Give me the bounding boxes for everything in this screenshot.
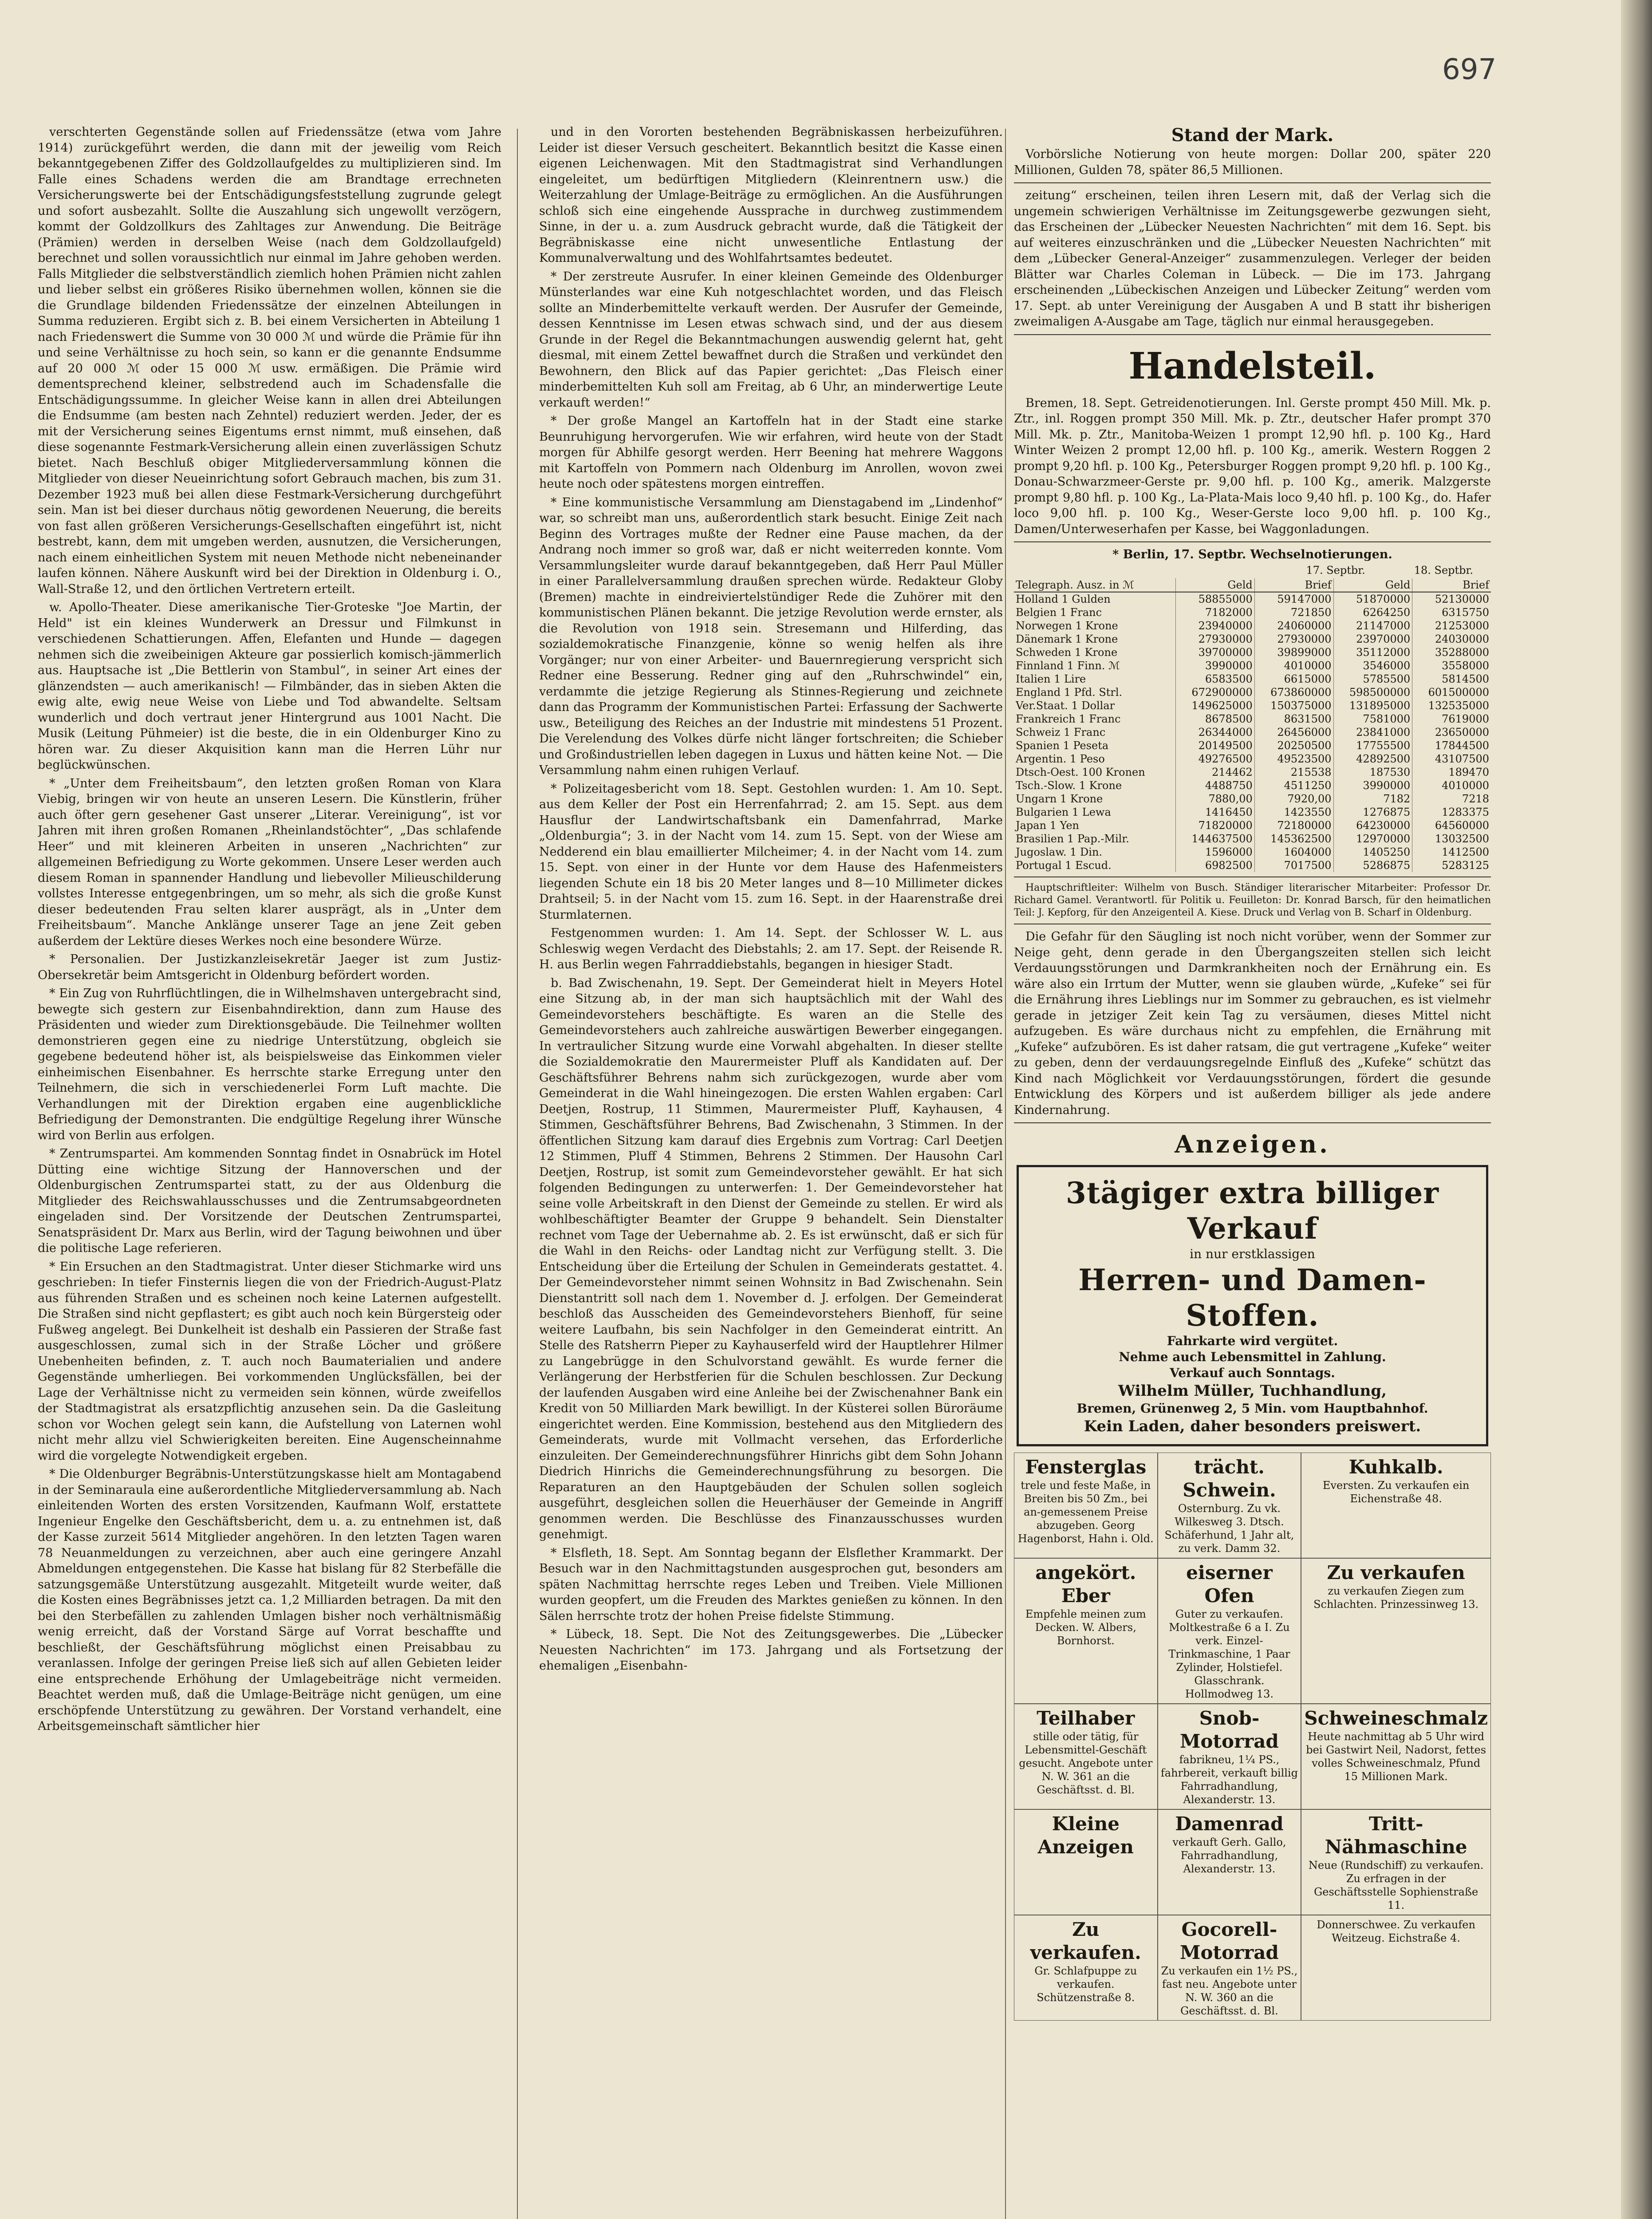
table-cell: 8678500 — [1175, 712, 1254, 726]
table-cell: 5785500 — [1333, 672, 1412, 686]
column-header: Telegraph. Ausz. in ℳ — [1014, 578, 1175, 592]
table-cell: 35288000 — [1412, 646, 1491, 659]
table-cell: Schweden 1 Krone — [1016, 646, 1118, 659]
table-cell: 43107500 — [1412, 752, 1491, 766]
table-cell: 27930000 — [1175, 632, 1254, 646]
table-cell: 39899000 — [1254, 646, 1333, 659]
table-cell: 23650000 — [1412, 726, 1491, 739]
table-cell: 132535000 — [1412, 699, 1491, 712]
classified-ad-text: Guter zu verkaufen. Moltkestraße 6 a I. Zu verk. Einzel-Trinkmaschine, 1 Paar Zylinder, Holstiefel. Glasschrank. Hollmodweg 13. — [1168, 1608, 1290, 1700]
classified-ad — [1158, 1809, 1301, 1915]
table-cell: 5814500 — [1412, 672, 1491, 686]
table-cell: 26344000 — [1175, 726, 1254, 739]
table-cell: 149625000 — [1175, 699, 1254, 712]
table-cell: 7017500 — [1254, 859, 1333, 872]
classified-ad-headline: Kleine Anzeigen — [1037, 1813, 1134, 1858]
classified-ad — [1158, 1704, 1301, 1809]
classified-ad-headline: eiserner Ofen — [1186, 1562, 1273, 1607]
table-cell: Ungarn 1 Krone — [1016, 793, 1103, 805]
classified-ad-headline: Zu verkaufen — [1327, 1562, 1465, 1583]
classified-ad-headline: Schweineschmalz — [1304, 1707, 1488, 1729]
table-cell: 17844500 — [1412, 739, 1491, 752]
classified-ad-headline: Tritt-Nähmaschine — [1325, 1813, 1467, 1858]
table-cell: 17755500 — [1333, 739, 1412, 752]
table-cell: Jugoslaw. 1 Din. — [1016, 846, 1103, 858]
table-cell: 27930000 — [1254, 632, 1333, 646]
classified-ad — [1301, 1558, 1491, 1704]
table-cell: 4511250 — [1254, 779, 1333, 792]
classified-ad-headline: angekört. Eber — [1035, 1562, 1136, 1607]
classified-ad-headline: Fensterglas — [1025, 1456, 1147, 1478]
table-cell: 5283125 — [1412, 859, 1491, 872]
table-cell: 1276875 — [1333, 805, 1412, 819]
table-cell: 1604000 — [1254, 845, 1333, 859]
date-label: 17. Septbr. — [1306, 564, 1365, 576]
table-row — [1014, 726, 1491, 739]
table-cell: 131895000 — [1333, 699, 1412, 712]
ad-address: Bremen, Grünenweg 2, 5 Min. vom Hauptbahnhof. — [1076, 1401, 1428, 1416]
table-row — [1014, 859, 1491, 872]
classified-ad-headline: Gocorell-Motorrad — [1180, 1919, 1279, 1963]
classified-ad — [1301, 1704, 1491, 1809]
table-body — [1014, 592, 1491, 872]
table-cell: Holland 1 Gulden — [1016, 593, 1111, 605]
classified-ad-text: Osternburg. Zu vk. Wilkesweg 3. Dtsch. Schäferhund, 1 Jahr alt, zu verk. Damm 32. — [1164, 1502, 1294, 1555]
table-cell: 1405250 — [1333, 845, 1412, 859]
table-cell: Brasilien 1 Pap.-Milr. — [1016, 833, 1129, 845]
classified-ad-headline: Teilhaber — [1037, 1707, 1135, 1729]
table-cell: Schweiz 1 Franc — [1016, 726, 1106, 738]
table-cell: 215538 — [1254, 766, 1333, 779]
table-cell: 64230000 — [1333, 819, 1412, 832]
table-row — [1014, 766, 1491, 779]
article-paragraph: * Elsfleth, 18. Sept. Am Sonntag begann der Elsflether Krammarkt. Der Besuch war in den Nachmittagstunden ausgesprochen gut, besonders am späten Nachmittag herrschte reges Leben und Treiben. Viele Millionen wurden geopfert, um die Freuden des Marktes genießen zu können. In den Sälen herrschte trotz der hohen Preise fidelste Stimmung. — [539, 1546, 1003, 1623]
article-paragraph: * Personalien. Der Justizkanzleisekretär Jaeger ist zum Justiz-Obersekretär beim Amtsgericht in Oldenburg befördert worden. — [38, 952, 501, 982]
table-cell: Dänemark 1 Krone — [1016, 633, 1118, 645]
table-header-row — [1014, 578, 1491, 592]
article-paragraph: und in den Vororten bestehenden Begräbniskassen herbeizuführen. Leider ist dieser Versuch gescheitert. Bekanntlich besitzt die Kasse einen eigenen Leichenwagen. Mit den Stadtmagistrat sind Verhandlungen eingeleitet, um bedürftigen Mitgliedern (Kleinrentnern usw.) die Weiterzahlung der Umlage-Beiträge zu ermöglichen. An die Ausführungen schloß sich eine eingehende Aussprache in durchweg zustimmendem Sinne, in der u. a. zum Ausdruck gebracht wurde, daß die Tätigkeit der Begräbniskasse eine nicht unwesentliche Entlastung der Kommunalverwaltung und des Wohlfahrtsamtes bedeutet. — [539, 125, 1003, 265]
table-cell: 1412500 — [1412, 845, 1491, 859]
table-cell: 189470 — [1412, 766, 1491, 779]
divider — [1014, 182, 1491, 183]
advert-text: Die Gefahr für den Säugling ist noch nicht vorüber, wenn der Sommer zur Neige geht, denn gerade in den Übergangszeiten stellen sich leicht Verdauungsstörungen und Darmkrankheiten noch der Ernährung ein. Es wäre also ein Irrtum der Mutter, wenn sie glauben würde, „Kufeke“ sei für die Ernährung ihres Lieblings nur im Sommer zu gebrauchen, es ist vielmehr gerade in jetziger Zeit kein Tag zu versäumen, dieses Mittel nicht aufzugeben. Es wäre durchaus nicht zu empfehlen, die Ernährung mit „Kufeke“ aufzubören. Es ist daher ratsam, die gut vertragene „Kufeke“ weiter zu geben, denn der verdauungsregelnde Einfluß des „Kufeke“ schützt das Kind nach Möglichkeit vor Verdauungsstörungen, fördert die gesunde Entwicklung des Körpers und ist außerdem billiger als jede andere Kindernahrung. — [1014, 930, 1491, 1117]
table-cell: 7218 — [1412, 792, 1491, 805]
table-cell: 23841000 — [1333, 726, 1412, 739]
table-cell: Italien 1 Lire — [1016, 673, 1086, 685]
table-cell: 52130000 — [1412, 592, 1491, 606]
table-row — [1014, 792, 1491, 805]
table-cell: 49523500 — [1254, 752, 1333, 766]
exchange-rates-dates — [1014, 563, 1491, 579]
classified-ad — [1301, 1915, 1491, 2021]
table-cell: 12970000 — [1333, 832, 1412, 845]
date-label: 18. Septbr. — [1414, 564, 1473, 576]
classified-ad-text: stille oder tätig, für Lebensmittel-Geschäft gesucht. Angebote unter N. W. 361 an die Geschäftsst. d. Bl. — [1019, 1730, 1153, 1796]
table-row — [1014, 686, 1491, 699]
mark-rate-text: Vorbörsliche Notierung von heute morgen: Dollar 200, später 220 Millionen, Gulden 78, später 86,5 Millionen. — [1014, 147, 1491, 177]
article-paragraph: * Zentrumspartei. Am kommenden Sonntag findet in Osnabrück im Hotel Dütting eine wichtige Sitzung der Hannoverschen und der Oldenburgischen Zentrumspartei statt, zu der aus Oldenburg die Mitglieder des Reichswahlausschusses und die Zentrumsabgeordneten eingeladen sind. Der Vorsitzende der Deutschen Zentrumspartei, Senatspräsident Dr. Marx aus Berlin, wird der Tagung beiwohnen und über die politische Lage referieren. — [38, 1147, 501, 1255]
table-row — [1014, 699, 1491, 712]
table-cell: 35112000 — [1333, 646, 1412, 659]
table-cell: 3990000 — [1175, 659, 1254, 672]
classified-ad-headline: trächt. Schwein. — [1183, 1456, 1276, 1501]
classified-ad — [1301, 1809, 1491, 1915]
table-row — [1014, 739, 1491, 752]
table-cell: 64560000 — [1412, 819, 1491, 832]
table-cell: 49276500 — [1175, 752, 1254, 766]
table-cell: 7182 — [1333, 792, 1412, 805]
divider — [1014, 334, 1491, 335]
section-title-handelsteil: Handelsteil. — [1128, 344, 1376, 387]
section-title-anzeigen: Anzeigen. — [1175, 1130, 1330, 1158]
table-cell: 5286875 — [1333, 859, 1412, 872]
table-cell: 598500000 — [1333, 686, 1412, 699]
table-cell: 59147000 — [1254, 592, 1333, 606]
table-row — [1014, 672, 1491, 686]
table-row — [1014, 752, 1491, 766]
table-cell: 21147000 — [1333, 619, 1412, 632]
table-cell: Tsch.-Slow. 1 Krone — [1016, 779, 1122, 792]
classified-ad-text: trele und feste Maße, in Breiten bis 50 Zm., bei an-gemessenem Preise abzugeben. Georg Hagenborst, Hahn i. Old. — [1017, 1479, 1154, 1545]
table-cell: Dtsch-Oest. 100 Kronen — [1016, 766, 1145, 778]
article-paragraph: * Polizeitagesbericht vom 18. Sept. Gestohlen wurden: 1. Am 10. Sept. aus dem Keller der Post ein Herrenfahrrad; 2. am 15. Sept. aus dem Hausflur der Landwirtschaftsbank ein Damenfahrrad, Marke „Oldenburgia“; 3. in der Nacht vom 14. zum 15. Sept. von der Wiese am Nedderend ein blau emaillierter Milcheimer; 4. in der Nacht vom 14. zum 15. Sept. von einer in der Hunte vor dem Hause des Hafenmeisters liegenden Schute ein 18 bis 20 Meter langes und 8—10 Millimeter dickes Drahtseil; 5. in der Nacht vom 15. zum 16. Sept. in der Haarenstraße drei Sturmlaternen. — [539, 782, 1003, 922]
classified-ad-text: Heute nachmittag ab 5 Uhr wird bei Gastwirt Neil, Nadorst, fettes volles Schweineschmalz, Pfund 15 Millionen Mark. — [1306, 1730, 1486, 1783]
table-cell: Spanien 1 Peseta — [1016, 739, 1109, 752]
classified-ad — [1014, 1915, 1158, 2021]
table-cell: 71820000 — [1175, 819, 1254, 832]
table-cell: 144637500 — [1175, 832, 1254, 845]
classified-ad-text: Donnerschwee. Zu verkaufen Weitzeug. Eichstraße 4. — [1317, 1919, 1475, 1944]
table-row — [1014, 659, 1491, 672]
table-cell: 1416450 — [1175, 805, 1254, 819]
page-number: 697 — [1442, 53, 1497, 86]
classified-ad — [1014, 1809, 1158, 1915]
column-1 — [38, 124, 501, 2219]
table-cell: 7920,00 — [1254, 792, 1333, 805]
classified-ad — [1014, 1558, 1158, 1704]
article-paragraph: verschterten Gegenstände sollen auf Friedenssätze (etwa vom Jahre 1914) zurückgeführt werden, die dann mit der jeweilig vom Reich bekanntgegebenen Ziffer des Goldzollaufgeldes zu multiplizieren sind. Im Falle eines Schadens werden die am Brandtage errechneten Versicherungswerte bei der Entschädigungsfeststellung zugrunde gelegt und sofort ausbezahlt. Sollte die Auszahlung sich ungewollt verzögern, kommt der Goldzollkurs des Zahltages zur Anwendung. Die Beiträge (Prämien) werden in derselben Weise (nach dem Goldzollaufgeld) berechnet und sollen voraussichtlich nur einmal im Jahre gehoben werden. Falls Mitglieder die selbstverständlich ziemlich hohen Prämien nicht zahlen und lieber selbst ein größeres Risiko übernehmen wollen, können sie die die Grundlage bildenden Friedenssätze der einzelnen Abteilungen in Summa reduzieren. Ergibt sich z. B. bei einem Versicherten in Abteilung 1 nach Friedenswert die Summe von 30 000 ℳ und würde die Prämie für ihn und seine Verhältnisse zu hoch sein, so kann er die genannte Endsumme auf 20 000 ℳ oder 15 000 ℳ usw. ermäßigen. Die Prämie wird dementsprechend kleiner, selbstredend auch im Schadensfalle die Entschädigungssumme. In gleicher Weise kann in allen drei Abteilungen die Endsumme (am besten nach Zehntel) reduziert werden. Jeder, der es mit der Versicherung seines Eigentums ernst nimmt, muß einsehen, daß diese sogenannte Festmark-Versicherung allein einen zuverlässigen Schutz bietet. Nach Beschluß obiger Mitgliederversammlung können die Mitglieder von dieser Neueinrichtung sofort Gebrauch machen, bis zum 31. Dezember 1923 muß bei allen diese Festmark-Versicherung durchgeführt sein. Man ist bei dieser durchaus nötig gewordenen Neuerung, die bereits von fast allen größeren Versicherungs-Gesellschaften eingeführt ist, nicht bestrebt, kann, dem mit umgeben werden, ausnutzen, die Versicherungen, nach einem einheitlichen System mit neuen Methode nicht nebeneinander laufen können. Nähere Auskunft wird bei der Direktion in Oldenburg i. O., Wall-Straße 12, und den örtlichen Vertretern erteilt. — [38, 125, 501, 596]
table-cell: Japan 1 Yen — [1016, 819, 1080, 832]
table-cell: 21253000 — [1412, 619, 1491, 632]
column-divider — [517, 129, 518, 2219]
ad-line: Nehme auch Lebensmittel in Zahlung. — [1119, 1350, 1386, 1364]
table-row — [1014, 845, 1491, 859]
display-advertisement — [1017, 1165, 1488, 1446]
table-cell: 214462 — [1175, 766, 1254, 779]
table-cell: Portugal 1 Escud. — [1016, 859, 1112, 872]
classified-ad-headline: Snob-Motorrad — [1180, 1707, 1279, 1752]
table-cell: Bulgarien 1 Lewa — [1016, 806, 1111, 818]
classified-ad-text: Gr. Schlafpuppe zu verkaufen. Schützenstraße 8. — [1034, 1965, 1137, 2004]
article-paragraph: * Die Oldenburger Begräbnis-Unterstützungskasse hielt am Montagabend in der Seminaraula eine außerordentliche Mitgliederversammlung ab. Nach einleitenden Worten des ersten Vorsitzenden, Kaufmann Wolf, erstattete Ingenieur Engelke den Geschäftsbericht, dem u. a. zu entnehmen ist, daß der Kasse zurzeit 5614 Mitglieder angehören. In den letzten Tagen waren 78 Neuanmeldungen zu verzeichnen, aber auch eine geringere Anzahl Abmeldungen entgegenstehen. Die Kasse hat bislang für 82 Sterbefälle die satzungsgemäße Unterstützung ausgezahlt. Mitgeteilt wurde weiter, daß die Kosten eines Begräbnisses jetzt ca. 1,2 Milliarden betragen. Da mit den bei den Sterbefällen zu zahlenden Umlagen bisher noch verhältnismäßig wenig erreicht, daß der Vorstand Särge auf Vorrat beschaffte und beschließt, der Geschäftsführung möglichst einen Preisabbau zu veranlassen. Infolge der geringen Preise ließ sich auf allen Gebieten leider eine entsprechende Erhöhung der Umlagebeiträge nicht vermeiden. Beachtet werden muß, daß die Umlage-Beiträge nicht genügen, um eine erschöpfende Unterstützung zu gewähren. Der Vorstand verhandelt, eine Arbeitsgemeinschaft sämtlicher hier — [38, 1467, 501, 1733]
ad-headline: 3tägiger extra billiger Verkauf — [1066, 1176, 1439, 1246]
table-cell: Ver.Staat. 1 Dollar — [1016, 699, 1115, 712]
column-header: Brief — [1254, 578, 1333, 592]
classified-ads-grid — [1014, 1453, 1491, 2021]
table-cell: 601500000 — [1412, 686, 1491, 699]
article-paragraph: * Der große Mangel an Kartoffeln hat in der Stadt eine starke Beunruhigung hervorgerufen. Wie wir erfahren, wird heute von der Stadt morgen für Abhilfe gesorgt werden. Herr Beening hat mehrere Waggons mit Kartoffeln von Pommern nach Oldenburg im Anrollen, wovon zwei heute noch oder spätestens morgen eintreffen. — [539, 414, 1003, 491]
article-paragraph: * Ein Zug von Ruhrflüchtlingen, die in Wilhelmshaven untergebracht sind, bewegte sich gestern zur Eisenbahndirektion, dann zum Hause des Präsidenten und wieder zum Direktionsgebäude. Die Teilnehmer wollten demonstrieren gegen eine zu niedrige Unterstützung, obgleich sie gegebene bedeutend höher ist, als beispielsweise das Einkommen vieler einheimischen Eisenbahner. Es herrschte starke Erregung unter den Teilnehmern, die sich in verschiedenerlei Form Luft machte. Die Verhandlungen mit der Direktion ergaben eine augenblickliche Befriedigung der Demonstranten. Die endgültige Regelung ihrer Wünsche wird von Berlin aus erfolgen. — [38, 987, 501, 1142]
table-cell: 6264250 — [1333, 606, 1412, 619]
ad-line: Fahrkarte wird vergütet. — [1167, 1334, 1338, 1348]
exchange-rates-title: * Berlin, 17. Septbr. Wechselnotierungen. — [1112, 548, 1392, 561]
classified-ad-text: Eversten. Zu verkaufen ein Eichenstraße 48. — [1322, 1479, 1470, 1505]
classified-ad-text: zu verkaufen Ziegen zum Schlachten. Prinzessinweg 13. — [1313, 1585, 1479, 1611]
classified-ad-text: verkauft Gerh. Gallo, Fahrradhandlung, Alexanderstr. 13. — [1172, 1836, 1286, 1875]
table-cell: 7182000 — [1175, 606, 1254, 619]
column-divider — [1005, 129, 1006, 2219]
table-cell: 1283375 — [1412, 805, 1491, 819]
table-cell: 51870000 — [1333, 592, 1412, 606]
table-cell: 72180000 — [1254, 819, 1333, 832]
table-cell: 145362500 — [1254, 832, 1333, 845]
table-cell: 58855000 — [1175, 592, 1254, 606]
table-row — [1014, 632, 1491, 646]
table-cell: 187530 — [1333, 766, 1412, 779]
book-edge-shadow — [1621, 0, 1652, 2219]
table-cell: 3990000 — [1333, 779, 1412, 792]
table-cell: 26456000 — [1254, 726, 1333, 739]
table-cell: 6583500 — [1175, 672, 1254, 686]
column-header: Brief — [1412, 578, 1491, 592]
table-cell: Argentin. 1 Peso — [1016, 753, 1105, 765]
table-cell: 4488750 — [1175, 779, 1254, 792]
table-cell: 6315750 — [1412, 606, 1491, 619]
article-paragraph: b. Bad Zwischenahn, 19. Sept. Der Gemeinderat hielt in Meyers Hotel eine Sitzung ab, in der man sich hauptsächlich mit der Wahl des Gemeindevorstehers beschäftigte. Es waren an die Stelle des Gemeindevorstehers auch zahlreiche auswärtigen Bewerber eingegangen. In vertraulicher Sitzung wurde eine Vorwahl abgehalten. In dieser stellte die Sozialdemokratie den Maurermeister Pluff als Kandidaten auf. Der Geschäftsführer Behrens nahm sich zurückgezogen, wurde aber vom Gemeinderat in die Wahl hineingezogen. Die ersten Wahlen ergaben: Carl Deetjen, Rostrup, 11 Stimmen, Maurermeister Pluff, Kayhausen, 4 Stimmen, Geschäftsführer Behrens, Bad Zwischenahn, 3 Stimmen. In der öffentlichen Sitzung kam darauf dies Ergebnis zum Vortrag: Carl Deetjen 12 Stimmen, Pluff 4 Stimmen, Behrens 2 Stimmen. Der Hausohn Carl Deetjen, Rostrup, ist somit zum Gemeindevorsteher gewählt. Er hat sich folgenden Bedingungen zu unterwerfen: 1. Der Gemeindevorsteher hat seine volle Arbeitskraft in den Dienst der Gemeinde zu stellen. Er wird als wohlbeschäftigter Beamter der Gruppe 9 behandelt. Sein Dienstalter rechnet vom Tage der Uebernahme ab. 2. Es ist erwünscht, daß er sich für die Wahl in den Reichs- oder Landtag nicht zur Verfügung stellt. 3. Die Entscheidung über die Erteilung der Schulen in Gemeinderats gestattet. 4. Der Gemeindevorsteher nimmt seinen Wohnsitz in Bad Zwischenahn. Sein Dienstantritt soll nach dem 1. November d. J. erfolgen. Der Gemeinderat beschloß das Ausscheiden des Gemeindevorstehers Bienhoff, für seine weitere Laufbahn, bis sein Nachfolger in den Gemeinderat eintritt. An Stelle des Ratsherrn Pieper zu Kayhauserfeld wird der Hauptlehrer Hilmer zu Langebrügge in den Schulvorstand gewählt. Es wurde ferner die Verlängerung der Herbstferien für die Schulen beschlossen. Zur Deckung der laufenden Ausgaben wird eine Anleihe bei der Zwischenahner Bank ein Kredit von 50 Milliarden Mark bewilligt. In der Küsterei sollen Büroräume eingerichtet werden. Eine Kommission, bestehend aus den Mitgliedern des Gemeinderats, wurde mit Vollmacht versehen, das Erforderliche einzuleiten. Der Gemeinderechnungsführer Hinrichs gibt dem Sohn Johann Diedrich Hinrichs die Gemeinderechnungsführung zu besorgen. Die Reparaturen an den Hauptgebäuden der Schulen sollen sogleich ausgeführt, desgleichen sollen die Heuerhäuser der Gemeinde in Angriff genommen werden. Die Beschlüsse des Finanzausschusses wurden genehmigt. — [539, 976, 1003, 1541]
classified-ad — [1301, 1453, 1491, 1558]
grain-quotes: Bremen, 18. Sept. Getreidenotierungen. Inl. Gerste prompt 450 Mill. Mk. p. Ztr., inl. Roggen prompt 350 Mill. Mk. p. Ztr., deutscher Hafer prompt 370 Mill. Mk. p. Ztr., Manitoba-Weizen 1 prompt 12,90 hfl. p. 100 Kg., Hard Winter Weizen 2 prompt 12,00 hfl. p. 100 Kg., amerik. Western Roggen 2 prompt 9,20 hfl. p. 100 Kg., Petersburger Roggen prompt 9,20 hfl. p. 100 Kg., Donau-Schwarzmeer-Gerste pr. 9,00 hfl. p. 100 Kg., amerik. Malzgerste prompt 9,80 hfl. p. 100 Kg., La-Plata-Mais loco 9,40 hfl. p. 100 Kg., do. Hafer loco 9,00 hfl. p. 100 Kg., Weser-Gerste loco 9,00 hfl. p. 100 Kg., Damen/Unterweserhafen per Kasse, bei Waggonladungen. — [1014, 396, 1491, 536]
table-cell: Belgien 1 Franc — [1016, 606, 1102, 619]
classified-ad — [1014, 1704, 1158, 1809]
table-row — [1014, 805, 1491, 819]
article-paragraph: * Ein Ersuchen an den Stadtmagistrat. Unter dieser Stichmarke wird uns geschrieben: In tiefer Finsternis liegen die von der Friedrich-August-Platz aus führenden Straßen und es scheinen noch keine Laternen aufgestellt. Die Straßen sind nicht gepflastert; es gibt auch noch kein Bürgersteig oder Fußweg angelegt. Bei Dunkelheit ist deshalb ein Passieren der Straße fast ausgeschlossen, zumal sich in der Straße Löcher und größere Unebenheiten befinden, z. T. auch noch Baumaterialien und andere Gegenstände umherliegen. Bei vorkommenden Unglücksfällen, bei der Lage der Verhältnisse nicht zu vermeiden sein können, würde zweifellos der Stadtmagistrat als ersatzpflichtig anzusehen sein. Da die Gasleitung schon vor Wochen gelegt sein kann, die Aufstellung von Laternen wohl nicht mehr allzu viel Schwierigkeiten bereiten. Eine Augenscheinnahme wird die vorgelegte Notwendigkeit ergeben. — [38, 1260, 501, 1463]
table-cell: 6982500 — [1175, 859, 1254, 872]
classified-ad-headline: Zu verkaufen. — [1030, 1919, 1141, 1963]
ad-tagline: Kein Laden, daher besonders preiswert. — [1084, 1417, 1421, 1435]
table-cell: 721850 — [1254, 606, 1333, 619]
column-2 — [539, 124, 1003, 2219]
classified-ad — [1158, 1558, 1301, 1704]
article-paragraph: * Der zerstreute Ausrufer. In einer kleinen Gemeinde des Oldenburger Münsterlandes war eine Kuh notgeschlachtet worden, und das Fleisch sollte an Minderbemittelte verkauft werden. Der Ausrufer der Gemeinde, dessen Kenntnisse im Lesen etwas schwach sind, und der aus diesem Grunde in der Regel die Bekanntmachungen auswendig gelernt hat, geht diesmal, mit einem Zettel bewaffnet durch die Straßen und verkündet den Bewohnern, den Blick auf das Papier gerichtet: „Das Fleisch einer minderbemittelten Kuh soll am Freitag, ab 6 Uhr, an minderwertige Leute verkauft werden!“ — [539, 269, 1003, 410]
table-cell: 1423550 — [1254, 805, 1333, 819]
table-cell: 8631500 — [1254, 712, 1333, 726]
classified-ad-text: Neue (Rundschiff) zu verkaufen. Zu erfragen in der Geschäftsstelle Sophienstraße 11. — [1308, 1859, 1484, 1911]
ad-headline: Herren- und Damen-Stoffen. — [1078, 1263, 1427, 1333]
table-cell: 673860000 — [1254, 686, 1333, 699]
table-row — [1014, 606, 1491, 619]
table-cell: Finnland 1 Finn. ℳ — [1016, 659, 1120, 672]
article-paragraph: w. Apollo-Theater. Diese amerikanische Tier-Groteske "Joe Martin, der Held" ist ein kleines Wunderwerk an Dressur und Filmkunst in verschiedenen Schattierungen. Affen, Elefanten und Hunde — dagegen nehmen sich die zweibeinigen Akteure gar possierlich komisch-jämmerlich aus. Hauptsache ist „Die Bettlerin von Stambul“, in seiner Art eines der glänzendsten — auch amerikanisch! — Filmbänder, das in sieben Akten die ewig alte, ewig neue Weise von Liebe und Tod abwandelte. Seltsam wunderlich und doch vertraut jener Hintergrund aus 1001 Nacht. Die Musik (Leitung Pühmeier) ist die beste, die in ein Oldenburger Kino zu hören war. Zu dieser Akquisition kann man die Herren Lühr nur beglückwünschen. — [38, 600, 501, 772]
table-row — [1014, 646, 1491, 659]
classified-ad — [1158, 1915, 1301, 2021]
table-row — [1014, 592, 1491, 606]
classified-ad — [1014, 1453, 1158, 1558]
exchange-rates-table — [1014, 578, 1491, 872]
classified-ad-headline: Damenrad — [1175, 1813, 1284, 1835]
table-cell: 3546000 — [1333, 659, 1412, 672]
table-cell: 3558000 — [1412, 659, 1491, 672]
table-cell: England 1 Pfd. Strl. — [1016, 686, 1123, 699]
classified-ad — [1158, 1453, 1301, 1558]
table-cell: 23940000 — [1175, 619, 1254, 632]
table-row — [1014, 832, 1491, 845]
table-cell: 4010000 — [1254, 659, 1333, 672]
table-cell: Frankreich 1 Franc — [1016, 713, 1121, 725]
table-cell: 150375000 — [1254, 699, 1333, 712]
ad-advertiser: Wilhelm Müller, Tuchhandlung, — [1118, 1382, 1387, 1400]
table-cell: 42892500 — [1333, 752, 1412, 766]
table-row — [1014, 712, 1491, 726]
table-cell: 4010000 — [1412, 779, 1491, 792]
ad-subline: in nur erstklassigen — [1190, 1247, 1315, 1261]
table-cell: 7619000 — [1412, 712, 1491, 726]
table-cell: 20250500 — [1254, 739, 1333, 752]
table-cell: Norwegen 1 Krone — [1016, 620, 1118, 632]
classified-ad-text: fabrikneu, 1¼ PS., fahrbereit, verkauft billig Fahrradhandlung, Alexanderstr. 13. — [1160, 1753, 1298, 1806]
table-cell: 39700000 — [1175, 646, 1254, 659]
table-cell: 13032500 — [1412, 832, 1491, 845]
article-paragraph: * Lübeck, 18. Sept. Die Not des Zeitungsgewerbes. Die „Lübecker Neuesten Nachrichten“ im 173. Jahrgang und als Fortsetzung der ehemaligen „Eisenbahn- — [539, 1627, 1003, 1673]
article-paragraph: * „Unter dem Freiheitsbaum“, den letzten großen Roman von Klara Viebig, bringen wir von heute an unseren Lesern. Die Künstlerin, früher auch öfter gern gesehener Gast unserer „Literar. Vereinigung“, ist vor Jahren mit ihren großen Romanen „Rheinlandstöchter“, „Das schlafende Heer“ und mit kleineren Arbeiten in unseren „Nachrichten“ zur allgemeinen Befriedigung zu Worte gekommen. Unsere Leser werden auch diesem Roman in spannender Handlung und liebevoller Milieuschilderung vollstes Interesse entgegenbringen, um so mehr, als sich die große Kunst dieser bedeutenden Frau selten klarer ausprägt, als in „Unter dem Freiheitsbaum“. Manche Anklänge unserer Tage an jene Zeit geben außerdem der Lektüre dieses Werkes noch eine besondere Würze. — [38, 776, 501, 948]
classified-ad-text: Empfehle meinen zum Decken. W. Albers, Bornhorst. — [1025, 1608, 1146, 1647]
table-row — [1014, 819, 1491, 832]
classified-ad-headline: Kuhkalb. — [1348, 1456, 1443, 1478]
article-paragraph: * Eine kommunistische Versammlung am Dienstagabend im „Lindenhof“ war, so schreibt man uns, außerordentlich stark besucht. Einige Zeit nach Beginn des Vortrages mußte der Redner eine Pause machen, da der Andrang noch immer so groß war, daß er nicht weiterreden konnte. Vom Versammlungsleiter wurde darauf bekanntgegeben, daß Herr Paul Müller in einer Parallelversammlung draußen sprechen würde. Redakteur Globy (Bremen) machte in eindreiviertelstündiger Rede die Zuhörer mit den kommunistischen Plänen bekannt. Die jetzige Revolution werde ernster, als die Revolution von 1918 sein. Stresemann und Hilferding, das sozialdemokratische Finanzgenie, könne so wenig helfen als ihre Vorgänger; nur von einer Arbeiter- und Bauernregierung verspricht sich Redner eine Besserung. Redner ging auf den „Ruhrschwindel“ ein, verdammte die jetzige Regierung als Stinnes-Regierung und zeichnete dann das Programm der Kommunistischen Partei: Erfassung der Sachwerte usw., Beteiligung des Reiches an der Industrie mit mindestens 51 Prozent. Die Verelendung des Volkes dürfe nicht länger fortschreiten; die Schieber und Großindustriellen leben dagegen in Luxus und hätten keine Not. — Die Versammlung nahm einen ruhigen Verlauf. — [539, 495, 1003, 777]
divider — [1014, 1122, 1491, 1123]
column-header: Geld — [1175, 578, 1254, 592]
article-paragraph: zeitung“ erscheinen, teilen ihren Lesern mit, daß der Verlag sich die ungemein schwierigen Verhältnisse im Zeitungsgewerbe gezwungen sieht, das Erscheinen der „Lübecker Neuesten Nachrichten“ mit dem 16. Sept. bis auf weiteres einzuschränken und die „Lübecker Neuesten Nachrichten“ mit dem „Lübecker General-Anzeiger“ zusammenzulegen. Verleger der beiden Blätter war Charles Coleman in Lübeck. — Die im 173. Jahrgang erscheinenden „Lübeckischen Anzeigen und Lübecker Zeitung“ werden vom 17. Sept. ab unter Vereinigung der Ausgaben A und B statt ihr bisherigen zweimaligen A-Ausgabe am Tage, täglich nur einmal herausgegeben. — [1014, 189, 1491, 328]
article-paragraph: Festgenommen wurden: 1. Am 14. Sept. der Schlosser W. L. aus Schleswig wegen Verdacht des Diebstahls; 2. am 17. Sept. der Reisende R. H. aus Berlin wegen Fahrraddiebstahls, begangen in hiesiger Stadt. — [539, 926, 1003, 971]
divider — [1014, 541, 1491, 542]
table-cell: 23970000 — [1333, 632, 1412, 646]
imprint: Hauptschriftleiter: Wilhelm von Busch. Ständiger literarischer Mitarbeiter: Professor Dr. Richard Gamel. Verantwortl. für Politik u. Feuilleton: Dr. Konrad Barsch, für den heimatlichen Teil: J. Kepforg, für den Anzeigenteil A. Kiese. Druck und Verlag von B. Scharf in Oldenburg. — [1014, 882, 1491, 918]
classified-ad-text: Zu verkaufen ein 1½ PS., fast neu. Angebote unter N. W. 360 an die Geschäftsst. d. Bl. — [1161, 1965, 1298, 2017]
table-cell: 7581000 — [1333, 712, 1412, 726]
table-cell: 20149500 — [1175, 739, 1254, 752]
ad-line: Verkauf auch Sonntags. — [1170, 1366, 1335, 1380]
mark-rate-heading: Stand der Mark. — [1171, 125, 1334, 146]
table-cell: 6615000 — [1254, 672, 1333, 686]
table-cell: 672900000 — [1175, 686, 1254, 699]
table-cell: 24060000 — [1254, 619, 1333, 632]
column-header: Geld — [1333, 578, 1412, 592]
table-cell: 1596000 — [1175, 845, 1254, 859]
table-row — [1014, 779, 1491, 792]
table-row — [1014, 619, 1491, 632]
table-cell: 24030000 — [1412, 632, 1491, 646]
column-3 — [1014, 124, 1491, 2219]
table-cell: 7880,00 — [1175, 792, 1254, 805]
